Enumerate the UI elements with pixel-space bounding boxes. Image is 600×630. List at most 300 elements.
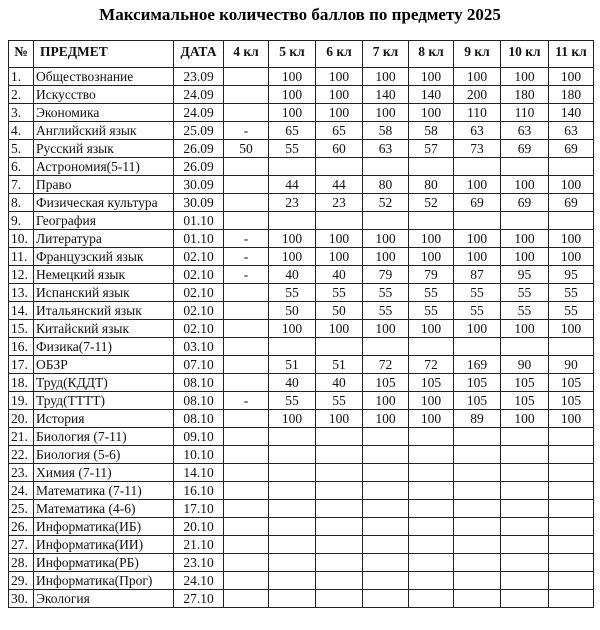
score-cell: 52	[409, 194, 454, 212]
subject-cell: Немецкий язык	[34, 266, 174, 284]
score-cell	[224, 338, 269, 356]
score-cell	[454, 338, 501, 356]
score-cell: 105	[363, 374, 409, 392]
subject-cell: Искусство	[34, 86, 174, 104]
subject-cell: Французский язык	[34, 248, 174, 266]
score-cell	[409, 158, 454, 176]
score-cell	[409, 338, 454, 356]
score-cell	[454, 572, 501, 590]
table-row	[9, 212, 594, 230]
subject-cell: Экология	[34, 590, 174, 608]
score-cell	[549, 428, 594, 446]
score-cell	[454, 482, 501, 500]
score-cell	[549, 518, 594, 536]
score-cell	[409, 518, 454, 536]
score-cell: 65	[316, 122, 363, 140]
score-cell	[549, 158, 594, 176]
row-number-cell: 19.	[9, 392, 34, 410]
score-cell	[549, 446, 594, 464]
score-cell	[363, 500, 409, 518]
score-cell: 100	[316, 104, 363, 122]
score-cell	[316, 212, 363, 230]
score-cell	[501, 428, 549, 446]
subject-cell: Итальянский язык	[34, 302, 174, 320]
score-cell	[269, 464, 316, 482]
score-cell: 55	[363, 302, 409, 320]
score-cell: 100	[409, 320, 454, 338]
score-cell: -	[224, 266, 269, 284]
score-cell: -	[224, 248, 269, 266]
date-cell: 08.10	[174, 410, 224, 428]
score-cell: 105	[454, 374, 501, 392]
score-cell	[224, 410, 269, 428]
subject-cell: Обществознание	[34, 68, 174, 86]
table-row	[9, 410, 594, 428]
date-cell: 21.10	[174, 536, 224, 554]
score-cell: 65	[269, 122, 316, 140]
table-row	[9, 248, 594, 266]
score-cell	[501, 572, 549, 590]
table-row	[9, 446, 594, 464]
score-cell: 180	[549, 86, 594, 104]
table-row	[9, 428, 594, 446]
score-cell	[224, 212, 269, 230]
date-cell: 07.10	[174, 356, 224, 374]
score-cell: 100	[501, 68, 549, 86]
score-cell	[454, 500, 501, 518]
score-cell: 89	[454, 410, 501, 428]
date-cell: 17.10	[174, 500, 224, 518]
score-cell	[549, 500, 594, 518]
score-cell: 100	[549, 320, 594, 338]
score-cell: 100	[269, 248, 316, 266]
score-cell	[316, 428, 363, 446]
score-cell: 100	[316, 248, 363, 266]
column-header-7: 8 кл	[409, 41, 454, 68]
score-cell: 105	[549, 374, 594, 392]
score-cell	[316, 572, 363, 590]
score-cell: 105	[409, 374, 454, 392]
score-cell	[363, 338, 409, 356]
score-cell: 80	[363, 176, 409, 194]
score-cell: 55	[316, 392, 363, 410]
score-cell: 105	[549, 392, 594, 410]
score-cell: 95	[501, 266, 549, 284]
score-cell	[316, 500, 363, 518]
row-number-cell: 8.	[9, 194, 34, 212]
score-cell: 55	[269, 140, 316, 158]
score-cell: 180	[501, 86, 549, 104]
score-cell: 100	[409, 248, 454, 266]
score-cell: 90	[501, 356, 549, 374]
date-cell: 24.09	[174, 86, 224, 104]
table-row	[9, 266, 594, 284]
table-row	[9, 572, 594, 590]
subject-cell: Литература	[34, 230, 174, 248]
score-cell: 110	[454, 104, 501, 122]
score-cell: 110	[501, 104, 549, 122]
score-cell: 100	[501, 320, 549, 338]
row-number-cell: 23.	[9, 464, 34, 482]
score-cell	[224, 356, 269, 374]
score-cell	[409, 536, 454, 554]
score-cell	[363, 536, 409, 554]
score-cell	[363, 590, 409, 608]
row-number-cell: 26.	[9, 518, 34, 536]
score-cell	[409, 554, 454, 572]
score-cell: 52	[363, 194, 409, 212]
score-cell: 140	[549, 104, 594, 122]
row-number-cell: 18.	[9, 374, 34, 392]
score-cell: 100	[269, 104, 316, 122]
score-cell	[549, 590, 594, 608]
score-cell: 100	[269, 230, 316, 248]
score-cell: 200	[454, 86, 501, 104]
score-cell	[549, 536, 594, 554]
date-cell: 30.09	[174, 176, 224, 194]
subject-cell: Физическая культура	[34, 194, 174, 212]
score-cell: 100	[363, 392, 409, 410]
table-body	[9, 68, 594, 608]
subject-cell: Биология (5-6)	[34, 446, 174, 464]
score-cell: 44	[269, 176, 316, 194]
subject-cell: Право	[34, 176, 174, 194]
row-number-cell: 25.	[9, 500, 34, 518]
score-cell: 58	[363, 122, 409, 140]
score-cell	[269, 536, 316, 554]
date-cell: 26.09	[174, 140, 224, 158]
score-cell	[549, 338, 594, 356]
date-cell: 02.10	[174, 284, 224, 302]
score-cell	[501, 536, 549, 554]
score-cell	[224, 302, 269, 320]
date-cell: 01.10	[174, 212, 224, 230]
row-number-cell: 29.	[9, 572, 34, 590]
score-cell	[454, 212, 501, 230]
score-cell	[269, 338, 316, 356]
score-cell: 140	[409, 86, 454, 104]
score-cell	[224, 194, 269, 212]
score-cell: 63	[363, 140, 409, 158]
score-cell: 100	[454, 176, 501, 194]
score-cell: 69	[549, 140, 594, 158]
score-cell: 44	[316, 176, 363, 194]
score-cell	[454, 158, 501, 176]
score-cell	[454, 536, 501, 554]
row-number-cell: 20.	[9, 410, 34, 428]
row-number-cell: 9.	[9, 212, 34, 230]
table-row	[9, 302, 594, 320]
column-header-10: 11 кл	[549, 41, 594, 68]
score-cell	[363, 446, 409, 464]
score-cell	[224, 500, 269, 518]
score-cell	[549, 572, 594, 590]
subject-cell: Информатика(ИИ)	[34, 536, 174, 554]
table-row	[9, 518, 594, 536]
score-cell: 100	[454, 68, 501, 86]
table-row	[9, 320, 594, 338]
score-cell	[454, 554, 501, 572]
row-number-cell: 17.	[9, 356, 34, 374]
score-cell	[549, 464, 594, 482]
table-row	[9, 392, 594, 410]
score-cell: 100	[363, 248, 409, 266]
table-row	[9, 356, 594, 374]
score-cell: 95	[549, 266, 594, 284]
score-cell	[501, 500, 549, 518]
table-row	[9, 230, 594, 248]
score-cell: 169	[454, 356, 501, 374]
score-cell: 69	[549, 194, 594, 212]
score-cell	[224, 536, 269, 554]
date-cell: 08.10	[174, 392, 224, 410]
score-cell: 69	[501, 140, 549, 158]
table-row	[9, 104, 594, 122]
subject-cell: Математика (7-11)	[34, 482, 174, 500]
score-cell	[501, 554, 549, 572]
score-cell: 55	[269, 284, 316, 302]
score-cell: 100	[409, 410, 454, 428]
score-cell	[224, 446, 269, 464]
column-header-8: 9 кл	[454, 41, 501, 68]
row-number-cell: 12.	[9, 266, 34, 284]
row-number-cell: 3.	[9, 104, 34, 122]
score-cell	[224, 590, 269, 608]
date-cell: 16.10	[174, 482, 224, 500]
score-cell: 50	[224, 140, 269, 158]
date-cell: 09.10	[174, 428, 224, 446]
score-cell: 100	[549, 176, 594, 194]
score-cell	[224, 554, 269, 572]
score-cell: 100	[549, 68, 594, 86]
score-cell	[549, 554, 594, 572]
score-cell	[224, 482, 269, 500]
row-number-cell: 22.	[9, 446, 34, 464]
score-cell	[224, 284, 269, 302]
score-cell: 55	[269, 392, 316, 410]
score-cell	[409, 212, 454, 230]
score-cell	[363, 554, 409, 572]
score-cell: 100	[363, 320, 409, 338]
score-cell: 23	[316, 194, 363, 212]
score-cell	[363, 428, 409, 446]
score-cell: 100	[454, 248, 501, 266]
table-row	[9, 86, 594, 104]
score-cell: 55	[549, 284, 594, 302]
score-cell: 40	[269, 374, 316, 392]
score-cell: 100	[269, 410, 316, 428]
score-cell: 63	[549, 122, 594, 140]
score-cell	[501, 446, 549, 464]
score-cell: 90	[549, 356, 594, 374]
subject-cell: Астрономия(5-11)	[34, 158, 174, 176]
score-cell: 72	[409, 356, 454, 374]
score-cell: 51	[269, 356, 316, 374]
score-cell: 100	[454, 320, 501, 338]
score-cell: 100	[549, 230, 594, 248]
date-cell: 08.10	[174, 374, 224, 392]
score-cell: 100	[316, 410, 363, 428]
score-cell: 100	[269, 68, 316, 86]
score-cell: 105	[501, 374, 549, 392]
score-cell: 55	[409, 302, 454, 320]
score-cell	[363, 158, 409, 176]
score-cell: -	[224, 392, 269, 410]
table-row	[9, 482, 594, 500]
score-cell	[316, 158, 363, 176]
table-row	[9, 194, 594, 212]
score-cell	[224, 464, 269, 482]
score-cell	[224, 320, 269, 338]
subject-cell: Русский язык	[34, 140, 174, 158]
subject-cell: История	[34, 410, 174, 428]
table-row	[9, 68, 594, 86]
score-cell: 63	[454, 122, 501, 140]
row-number-cell: 1.	[9, 68, 34, 86]
date-cell: 02.10	[174, 302, 224, 320]
score-cell: 55	[363, 284, 409, 302]
row-number-cell: 13.	[9, 284, 34, 302]
column-header-1: ПРЕДМЕТ	[34, 41, 174, 68]
score-cell: 100	[316, 68, 363, 86]
score-cell: 100	[409, 230, 454, 248]
score-cell	[224, 176, 269, 194]
date-cell: 02.10	[174, 320, 224, 338]
subject-cell: Труд(КДДТ)	[34, 374, 174, 392]
table-row	[9, 140, 594, 158]
score-cell	[363, 518, 409, 536]
score-cell	[501, 590, 549, 608]
score-cell: 100	[409, 68, 454, 86]
max-scores-table	[8, 40, 594, 608]
score-cell: 100	[501, 176, 549, 194]
score-cell	[269, 482, 316, 500]
score-cell	[224, 572, 269, 590]
subject-cell: Математика (4-6)	[34, 500, 174, 518]
score-cell	[316, 536, 363, 554]
score-cell	[454, 428, 501, 446]
subject-cell: Труд(ТТТТ)	[34, 392, 174, 410]
score-cell	[363, 482, 409, 500]
score-cell	[316, 554, 363, 572]
row-number-cell: 10.	[9, 230, 34, 248]
score-cell: 69	[454, 194, 501, 212]
score-cell	[409, 572, 454, 590]
date-cell: 03.10	[174, 338, 224, 356]
score-cell: 100	[501, 230, 549, 248]
subject-cell: Английский язык	[34, 122, 174, 140]
score-cell	[269, 446, 316, 464]
row-number-cell: 14.	[9, 302, 34, 320]
score-cell	[269, 518, 316, 536]
row-number-cell: 24.	[9, 482, 34, 500]
score-cell: 55	[454, 284, 501, 302]
score-cell	[269, 590, 316, 608]
score-cell	[549, 482, 594, 500]
date-cell: 26.09	[174, 158, 224, 176]
row-number-cell: 21.	[9, 428, 34, 446]
score-cell	[269, 554, 316, 572]
score-cell: 50	[269, 302, 316, 320]
table-row	[9, 374, 594, 392]
score-cell: 87	[454, 266, 501, 284]
score-cell	[224, 68, 269, 86]
score-cell: 105	[454, 392, 501, 410]
table-row	[9, 554, 594, 572]
subject-cell: География	[34, 212, 174, 230]
score-cell: 57	[409, 140, 454, 158]
subject-cell: Испанский язык	[34, 284, 174, 302]
table-row	[9, 536, 594, 554]
score-cell	[316, 590, 363, 608]
score-cell	[316, 464, 363, 482]
score-cell: 140	[363, 86, 409, 104]
subject-cell: ОБЗР	[34, 356, 174, 374]
column-header-0: №	[9, 41, 34, 68]
score-cell	[316, 446, 363, 464]
column-header-5: 6 кл	[316, 41, 363, 68]
score-cell: 100	[363, 230, 409, 248]
score-cell	[454, 446, 501, 464]
score-cell	[409, 500, 454, 518]
score-cell	[224, 518, 269, 536]
table-row	[9, 338, 594, 356]
score-cell: 73	[454, 140, 501, 158]
header-row	[9, 41, 594, 68]
score-cell	[501, 482, 549, 500]
score-cell	[269, 212, 316, 230]
score-cell: 63	[501, 122, 549, 140]
row-number-cell: 28.	[9, 554, 34, 572]
score-cell: 100	[363, 68, 409, 86]
date-cell: 20.10	[174, 518, 224, 536]
score-cell	[224, 428, 269, 446]
score-cell	[501, 338, 549, 356]
date-cell: 23.09	[174, 68, 224, 86]
score-cell	[409, 482, 454, 500]
score-cell: 55	[501, 284, 549, 302]
score-cell: 105	[501, 392, 549, 410]
score-cell	[363, 572, 409, 590]
column-header-3: 4 кл	[224, 41, 269, 68]
score-cell: 50	[316, 302, 363, 320]
row-number-cell: 5.	[9, 140, 34, 158]
row-number-cell: 6.	[9, 158, 34, 176]
date-cell: 01.10	[174, 230, 224, 248]
date-cell: 10.10	[174, 446, 224, 464]
row-number-cell: 30.	[9, 590, 34, 608]
score-cell	[454, 464, 501, 482]
score-cell: 40	[316, 374, 363, 392]
score-cell: 80	[409, 176, 454, 194]
date-cell: 25.09	[174, 122, 224, 140]
score-cell: 100	[316, 230, 363, 248]
row-number-cell: 27.	[9, 536, 34, 554]
score-cell: 55	[409, 284, 454, 302]
row-number-cell: 4.	[9, 122, 34, 140]
table-row	[9, 284, 594, 302]
score-cell	[501, 158, 549, 176]
score-cell: 55	[454, 302, 501, 320]
score-cell	[224, 374, 269, 392]
table-row	[9, 500, 594, 518]
score-cell: 72	[363, 356, 409, 374]
score-cell: 69	[501, 194, 549, 212]
table-row	[9, 158, 594, 176]
column-header-4: 5 кл	[269, 41, 316, 68]
score-cell: 100	[316, 320, 363, 338]
table-row	[9, 464, 594, 482]
